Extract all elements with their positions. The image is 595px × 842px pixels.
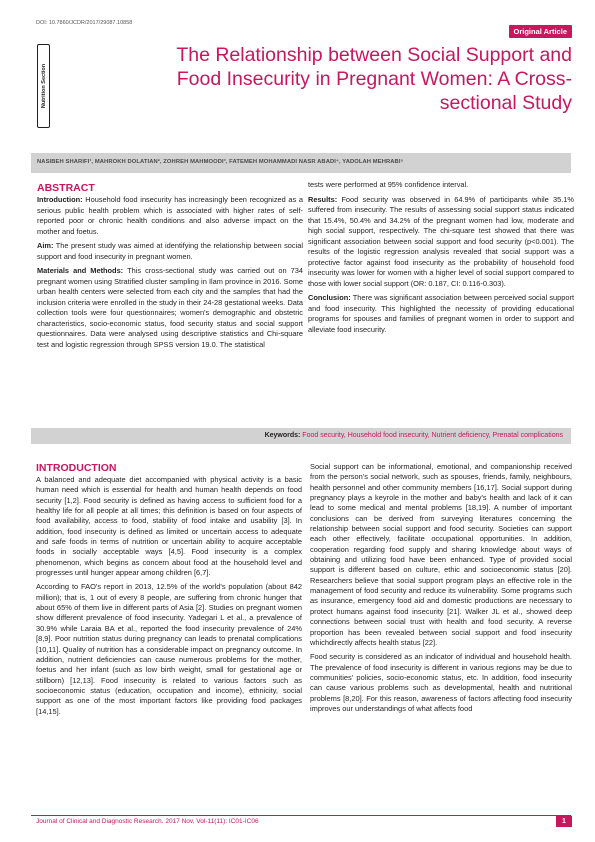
keywords-label: Keywords: bbox=[264, 432, 301, 439]
abstract-aim-label: Aim: bbox=[37, 241, 54, 250]
body-paragraph: Social support can be informational, emotional, and companionship received from the person's social network, such as spouses, friends, family, neighbours, health personnel and other community members [16,17]. Social support during pregnancy plays a keyrole in the mother and baby's health and lack of it can lead to some medical and mental problems [18,19]. A number of important conclusions can be derived from surveying literatures concerning the relationship between social support and food security. Societies can support each other effectively, facilitate occupational opportunities. In addition, cooperation regarding food supply and sharing knowledge about ways of obtaining and utilizing food have been enhanced. Type of provided social support is different based on culture, ethic and socioeconomic status [20]. Researchers believe that social support program plays an effective role in the management of food security and reduce its vulnerability. Some programs such as insurance, emergency food aid and domestic productions are necessary to protect humans against food insecurity [21]. Walker JL et al., showed deep connections between social trust with health and food security. A reverse proportion has been revealed between social support and food insecurity whichdirectly affects health status [22]. bbox=[310, 462, 572, 647]
body-right-column bbox=[310, 462, 572, 718]
authors-band bbox=[31, 153, 571, 173]
abstract-results-label: Results: bbox=[308, 194, 338, 204]
abstract-methods bbox=[37, 266, 303, 350]
abstract-conclusion-label: Conclusion: bbox=[308, 293, 351, 302]
doi-text: DOI: 10.7860/JCDR/2017/29087.10858 bbox=[36, 20, 133, 26]
keywords-band bbox=[31, 428, 571, 444]
abstract-introduction-text: Household food insecurity has increasingly been recognized as a serious public health problem which is associated with higher rates of self-reported poor or chronic health conditions and also adverse impact on the mother and foetus. bbox=[37, 195, 303, 236]
body-paragraph: According to FAO's report in 2013, 12.5% of the world's population (about 842 million); that is, 1 out of every 8 people, are suffering from chronic hunger that about 65% of them live in different parts of Asia [2]. Studies on pregnant women show different prevalence of food insecurity. Yadegari L et al., a prevalence of 30.9% while Laraia BA et al., reported the food insecurity prevalence of 24% [8,9]. Poor nutrition status during pregnancy can leads to prenatal complications [10,11]. Quality of nutrition has a considerable impact on pregnancy outcome. In addition, nutrient deficiencies can cause numerous problems for the mother, foetus and her infant (such as low birth weight, small for gestational age or stillborn) [12,13]. Food insecurity is related to various factors such as socioeconomic status (education, occupation and income), ethnicity, social support as one of the most important factors like providing food packages [14,15]. bbox=[36, 582, 302, 716]
keywords-text: Food security, Household food insecurity, Nutrient deficiency, Prenatal complications bbox=[300, 432, 563, 439]
body-paragraph: A balanced and adequate diet accompanied with physical activity is a basic human need which is essential for health and human health depends on food security [1,2]. Food security is defined as having access to sufficient food for a healthy life for all people at all times; this definition is based on four aspects of food availability, access to food, stability of food intake and usability [3]. In addition, food insecurity is defined as limited or uncertain access to adequate and safe foods in terms of nutrition or uncertain ability to acquire acceptable foods in socially acceptable ways [4,5]. Food insecurity is a complex phenomenon, which begins as concern about food at the household level and progresses until hunger appear among children [6,7]. bbox=[36, 475, 302, 578]
section-tab bbox=[37, 44, 50, 128]
keywords bbox=[265, 432, 563, 439]
introduction-heading: INTRODUCTION bbox=[36, 462, 117, 474]
abstract-methods-continued: tests were performed at 95% confidence interval. bbox=[308, 180, 469, 189]
abstract-heading: ABSTRACT bbox=[37, 182, 95, 194]
abstract-results bbox=[308, 195, 574, 290]
abstract-introduction-label: Introduction: bbox=[37, 195, 83, 204]
abstract-methods-text: This cross-sectional study was carried out on 734 pregnant women using Stratified cluster sampling in Ilam province in 2016. Some urban health centers were selected from each city and the samples that had the inclusion criteria were enrolled in the study in their 24-28 gestational weeks. Data collection tools were four questionnaires; women's demographic and obstetric characteristics, socio-economic status, food security status and social support questionnaires. Data were analysed using descriptive statistics and Chi-square test and logistic regression through SPSS version 19.0. The statistical bbox=[37, 266, 303, 349]
article-type-badge: Original Article bbox=[509, 25, 573, 38]
abstract-results-text: Food security was observed in 64.9% of participants while 35.1% suffered from insecurity. The results of assessing social support status indicated that 15.4%, 50.4% and 34.2% of the pregnant women had low, moderate and high social support, respectively. The chi-square test showed that there was significant association between social support and food security (p<0.001). The results of the logistic regression analysis revealed that social support was a protective factor against food insecurity as the probability of household food insecurity was lower for women with a higher level of social support compared to those with lower social support (OR: 0.187, CI: 0.116-0.303). bbox=[308, 194, 574, 288]
page-number: 1 bbox=[556, 816, 572, 827]
abstract-introduction bbox=[37, 195, 303, 237]
abstract-left-column bbox=[37, 180, 303, 354]
footer-journal: Journal of Clinical and Diagnostic Research. 2017 Nov, Vol-11(11): IC01-IC06 bbox=[36, 818, 259, 825]
abstract-conclusion bbox=[308, 293, 574, 335]
body-left-column bbox=[36, 462, 302, 721]
abstract-methods-label: Materials and Methods: bbox=[37, 266, 124, 275]
body-paragraph: Food security is considered as an indicator of individual and household health. The prevalence of food insecurity is different in various regions may be due to communities' policies, socio-economic status, etc. In addition, food insecurity can cause various problems such as developmental, health and nutritional problems [8,20]. For this reason, awareness of factors affecting food insecurity improves our understandings of what affects food bbox=[310, 652, 572, 713]
article-title: The Relationship between Social Support and Food Insecurity in Pregnant Women: A Cross-sectional Study bbox=[176, 44, 572, 114]
abstract-conclusion-text: There was significant association between perceived social support and food insecurity. This highlighted the necessity of providing educational programs for spouses and families of pregnant women in order to support and alleviate food insecurity. bbox=[308, 293, 574, 334]
footer-divider bbox=[31, 815, 571, 816]
abstract-right-column bbox=[308, 180, 574, 339]
abstract-aim-text: The present study was aimed at identifying the relationship between social support and food insecurity in pregnant women. bbox=[37, 241, 303, 261]
abstract-aim bbox=[37, 241, 303, 262]
author-list: NASIBEH SHARIFI¹, MAHROKH DOLATIAN², ZOHREH MAHMOODI³, FATEMEH MOHAMMADI NASR ABADI⁴, YADOLAH MEHRABI⁵ bbox=[37, 159, 404, 165]
abstract-section bbox=[31, 180, 574, 380]
section-tab-label: Nutrition Section bbox=[40, 63, 47, 109]
